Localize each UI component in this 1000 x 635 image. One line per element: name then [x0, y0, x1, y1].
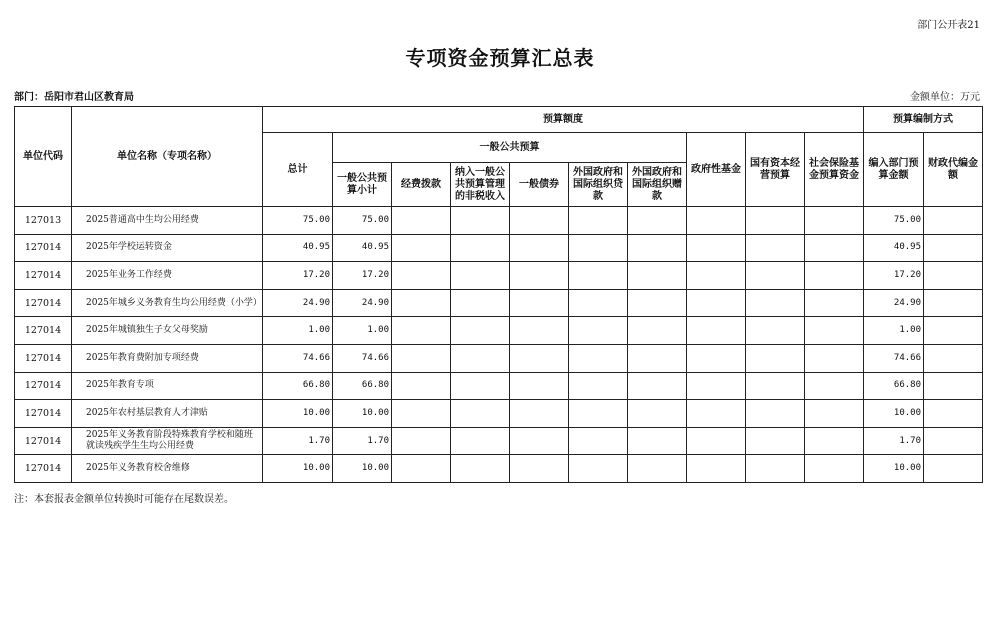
cell-unit-code: 127014	[15, 234, 72, 262]
col-social-insurance: 社会保险基金预算资金	[805, 133, 864, 207]
cell-amount: 10.00	[333, 400, 392, 428]
table-row	[15, 234, 983, 262]
cell-amount	[924, 262, 983, 290]
cell-unit-name: 2025年农村基层教育人才津贴	[72, 400, 263, 428]
cell-amount	[805, 317, 864, 345]
cell-amount	[510, 344, 569, 372]
cell-amount	[628, 262, 687, 290]
table-row	[15, 207, 983, 235]
cell-unit-name: 2025年教育专项	[72, 372, 263, 400]
cell-amount	[924, 344, 983, 372]
cell-amount	[510, 289, 569, 317]
cell-unit-name: 2025年义务教育校舍维修	[72, 455, 263, 483]
col-funding: 经费拨款	[392, 163, 451, 207]
cell-amount: 1.00	[263, 317, 333, 345]
cell-amount	[687, 372, 746, 400]
cell-amount	[628, 344, 687, 372]
cell-amount	[924, 455, 983, 483]
cell-amount	[451, 400, 510, 428]
cell-amount: 24.90	[864, 289, 924, 317]
cell-amount	[392, 455, 451, 483]
col-foreign-loan: 外国政府和国际组织贷款	[569, 163, 628, 207]
cell-amount	[569, 400, 628, 428]
table-row	[15, 289, 983, 317]
cell-amount: 10.00	[864, 400, 924, 428]
cell-amount: 75.00	[864, 207, 924, 235]
col-general-public-budget: 一般公共预算	[333, 133, 687, 163]
cell-unit-code: 127014	[15, 262, 72, 290]
cell-amount	[687, 427, 746, 455]
cell-unit-name: 2025年教育费附加专项经费	[72, 344, 263, 372]
cell-amount	[924, 427, 983, 455]
cell-amount	[746, 344, 805, 372]
cell-amount	[569, 289, 628, 317]
cell-amount: 1.00	[864, 317, 924, 345]
table-row	[15, 400, 983, 428]
table-row	[15, 344, 983, 372]
cell-amount	[628, 207, 687, 235]
cell-amount	[569, 344, 628, 372]
cell-amount: 10.00	[263, 455, 333, 483]
cell-amount	[569, 317, 628, 345]
cell-amount	[451, 289, 510, 317]
cell-amount: 10.00	[864, 455, 924, 483]
cell-unit-name: 2025普通高中生均公用经费	[72, 207, 263, 235]
col-unit-code: 单位代码	[15, 107, 72, 207]
cell-amount	[510, 455, 569, 483]
cell-amount	[392, 207, 451, 235]
cell-amount: 10.00	[333, 455, 392, 483]
cell-unit-name: 2025年城乡义务教育生均公用经费（小学）	[72, 289, 263, 317]
cell-amount	[569, 262, 628, 290]
cell-unit-name: 2025年业务工作经费	[72, 262, 263, 290]
cell-amount	[924, 317, 983, 345]
col-budget-method: 预算编制方式	[864, 107, 983, 133]
cell-unit-code: 127014	[15, 455, 72, 483]
cell-amount	[392, 372, 451, 400]
cell-amount: 40.95	[864, 234, 924, 262]
table-header	[15, 107, 983, 207]
cell-amount: 74.66	[864, 344, 924, 372]
cell-amount	[687, 234, 746, 262]
col-gp-subtotal: 一般公共预算小计	[333, 163, 392, 207]
table-row	[15, 455, 983, 483]
cell-amount	[628, 400, 687, 428]
cell-amount	[510, 262, 569, 290]
cell-amount	[510, 317, 569, 345]
cell-unit-code: 127013	[15, 207, 72, 235]
cell-amount	[392, 289, 451, 317]
cell-amount	[687, 289, 746, 317]
cell-unit-code: 127014	[15, 372, 72, 400]
cell-amount	[746, 234, 805, 262]
cell-amount	[510, 427, 569, 455]
cell-amount	[392, 317, 451, 345]
col-non-tax: 纳入一般公共预算管理的非税收入	[451, 163, 510, 207]
cell-unit-name: 2025年城镇独生子女父母奖励	[72, 317, 263, 345]
cell-amount	[805, 344, 864, 372]
cell-amount	[805, 372, 864, 400]
cell-amount	[392, 344, 451, 372]
table-body	[15, 207, 983, 483]
cell-amount: 66.80	[864, 372, 924, 400]
cell-amount	[628, 427, 687, 455]
cell-amount	[392, 400, 451, 428]
cell-amount	[687, 400, 746, 428]
page-title: 专项资金预算汇总表	[405, 46, 595, 70]
cell-amount	[451, 207, 510, 235]
col-general-debt: 一般债券	[510, 163, 569, 207]
cell-amount: 1.00	[333, 317, 392, 345]
col-budget-amount: 预算额度	[263, 107, 864, 133]
cell-amount	[451, 455, 510, 483]
col-gov-fund: 政府性基金	[687, 133, 746, 207]
cell-amount	[569, 427, 628, 455]
budget-table	[14, 106, 983, 483]
cell-amount	[392, 262, 451, 290]
cell-amount	[687, 455, 746, 483]
cell-amount: 24.90	[263, 289, 333, 317]
cell-amount	[451, 344, 510, 372]
cell-amount	[392, 427, 451, 455]
cell-amount	[510, 372, 569, 400]
cell-amount	[805, 289, 864, 317]
cell-amount	[924, 400, 983, 428]
cell-unit-name: 2025年学校运转资金	[72, 234, 263, 262]
cell-amount	[451, 372, 510, 400]
cell-amount	[924, 372, 983, 400]
cell-amount	[746, 207, 805, 235]
cell-amount	[569, 455, 628, 483]
cell-amount	[451, 234, 510, 262]
cell-amount	[746, 372, 805, 400]
table-row	[15, 427, 983, 455]
cell-amount: 1.70	[333, 427, 392, 455]
cell-unit-code: 127014	[15, 289, 72, 317]
cell-amount	[805, 400, 864, 428]
cell-amount	[392, 234, 451, 262]
cell-amount	[451, 317, 510, 345]
col-dept-budget: 编入部门预算金额	[864, 133, 924, 207]
cell-amount	[628, 289, 687, 317]
cell-amount	[746, 455, 805, 483]
cell-amount: 75.00	[333, 207, 392, 235]
col-finance-proxy: 财政代编金额	[924, 133, 983, 207]
cell-amount	[746, 317, 805, 345]
cell-amount: 75.00	[263, 207, 333, 235]
cell-amount	[510, 207, 569, 235]
form-number: 部门公开表21	[917, 20, 980, 31]
cell-amount	[451, 427, 510, 455]
cell-amount	[746, 289, 805, 317]
cell-amount	[569, 234, 628, 262]
cell-amount	[628, 234, 687, 262]
cell-amount	[628, 455, 687, 483]
cell-amount: 17.20	[263, 262, 333, 290]
cell-amount: 74.66	[263, 344, 333, 372]
cell-amount	[687, 317, 746, 345]
cell-amount: 10.00	[263, 400, 333, 428]
cell-amount	[746, 400, 805, 428]
cell-amount	[628, 317, 687, 345]
cell-amount	[924, 234, 983, 262]
amount-unit-label: 金额单位：万元	[910, 92, 980, 103]
department-label: 部门：岳阳市君山区教育局	[14, 92, 134, 103]
cell-unit-code: 127014	[15, 400, 72, 428]
cell-amount: 24.90	[333, 289, 392, 317]
footnote: 注：本套报表金额单位转换时可能存在尾数误差。	[14, 494, 234, 505]
table-row	[15, 372, 983, 400]
cell-amount: 1.70	[864, 427, 924, 455]
cell-amount	[569, 372, 628, 400]
cell-amount	[924, 289, 983, 317]
cell-amount	[628, 372, 687, 400]
cell-amount	[805, 427, 864, 455]
cell-amount: 40.95	[263, 234, 333, 262]
cell-amount: 66.80	[263, 372, 333, 400]
cell-amount: 74.66	[333, 344, 392, 372]
cell-amount	[746, 427, 805, 455]
col-state-capital: 国有资本经营预算	[746, 133, 805, 207]
cell-unit-code: 127014	[15, 427, 72, 455]
col-total: 总计	[263, 133, 333, 207]
cell-amount: 1.70	[263, 427, 333, 455]
col-unit-name: 单位名称（专项名称）	[72, 107, 263, 207]
cell-amount	[510, 400, 569, 428]
cell-amount	[805, 455, 864, 483]
cell-amount	[805, 262, 864, 290]
cell-amount	[746, 262, 805, 290]
cell-unit-code: 127014	[15, 344, 72, 372]
cell-amount	[687, 207, 746, 235]
cell-amount	[687, 344, 746, 372]
cell-amount	[510, 234, 569, 262]
col-foreign-grant: 外国政府和国际组织赠款	[628, 163, 687, 207]
cell-amount	[569, 207, 628, 235]
cell-amount	[924, 207, 983, 235]
cell-amount: 17.20	[333, 262, 392, 290]
cell-amount	[687, 262, 746, 290]
cell-amount	[805, 207, 864, 235]
cell-unit-code: 127014	[15, 317, 72, 345]
cell-amount: 66.80	[333, 372, 392, 400]
cell-unit-name: 2025年义务教育阶段特殊教育学校和随班就读残疾学生生均公用经费	[72, 427, 263, 455]
cell-amount: 40.95	[333, 234, 392, 262]
cell-amount: 17.20	[864, 262, 924, 290]
cell-amount	[805, 234, 864, 262]
table-row	[15, 317, 983, 345]
cell-amount	[451, 262, 510, 290]
table-row	[15, 262, 983, 290]
